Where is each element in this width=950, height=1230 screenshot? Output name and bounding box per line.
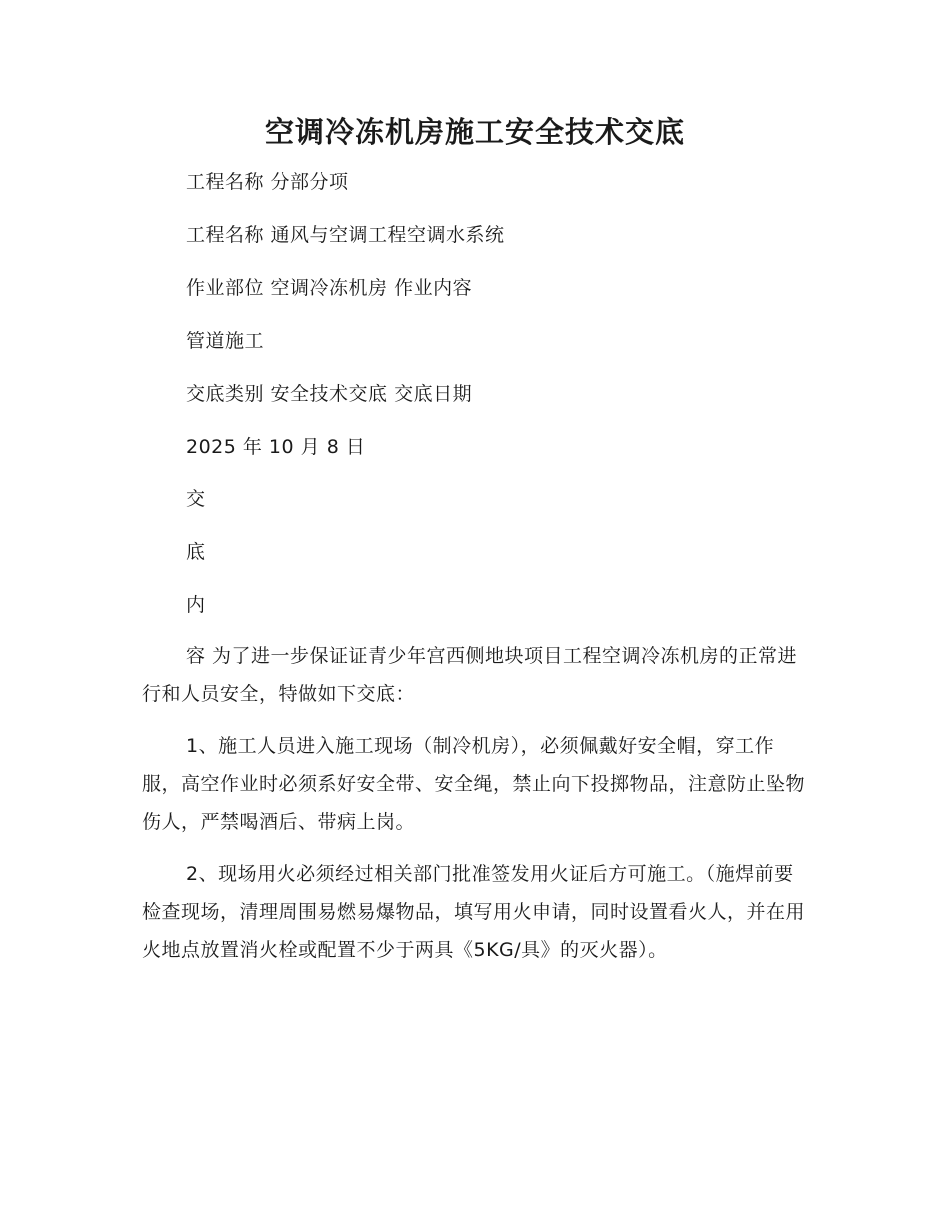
intro-paragraph: 容 为了进一步保证证青少年宫西侧地块项目工程空调冷冻机房的正常进行和人员安全，特做如下交底： (142, 645, 798, 705)
vertical-label-char-1: 交 (186, 488, 206, 510)
safety-item-1: 1、施工人员进入施工现场（制冷机房），必须佩戴好安全帽，穿工作服，高空作业时必须系好安全带、安全绳，禁止向下投掷物品，注意防止坠物伤人，严禁喝酒后、带病上岗。 (142, 735, 806, 833)
document-title: 空调冷冻机房施工安全技术交底 (264, 115, 685, 149)
briefing-type-line: 交底类别 安全技术交底 交底日期 (186, 383, 473, 405)
vertical-label-char-2: 底 (186, 541, 206, 563)
briefing-date-line: 2025 年 10 月 8 日 (186, 436, 366, 458)
project-name-system-line: 工程名称 通风与空调工程空调水系统 (186, 224, 505, 246)
safety-item-2: 2、现场用火必须经过相关部门批准签发用火证后方可施工。（施焊前要检查现场，清理周围易燃易爆物品，填写用火申请，同时设置看火人，并在用火地点放置消火栓或配置不少于两具《5KG/具》的灭火器）。 (142, 863, 806, 961)
work-location-line: 作业部位 空调冷冻机房 作业内容 (186, 277, 473, 299)
vertical-label-char-3: 内 (186, 594, 206, 616)
project-name-line: 工程名称 分部分项 (186, 171, 349, 193)
work-content-line: 管道施工 (186, 330, 265, 352)
